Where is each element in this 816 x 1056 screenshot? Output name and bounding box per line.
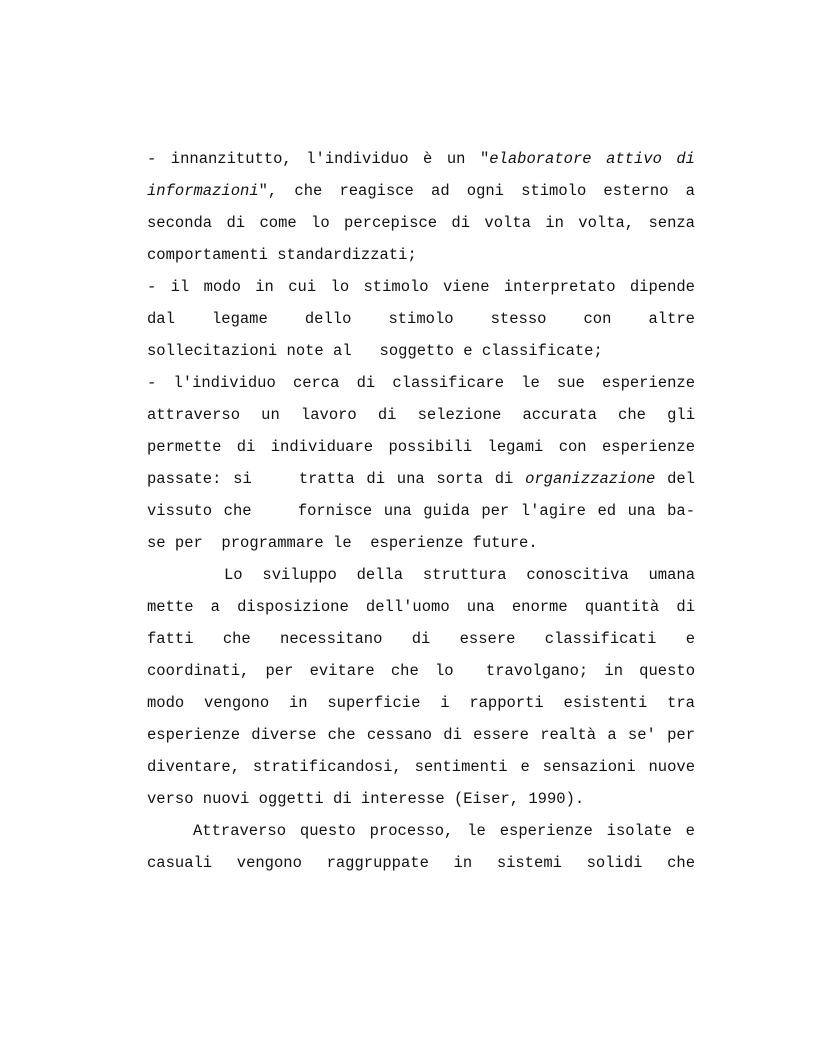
italic-term: informazioni (147, 182, 259, 200)
text-segment: dal legame dello stimolo stesso con altre (147, 310, 695, 328)
text-segment: attraverso un lavoro di selezione accurata che gli (147, 406, 695, 424)
text-line (147, 623, 695, 655)
text-segment: passate: si tratta di una sorta di (147, 470, 526, 488)
italic-term: elaboratore attivo di (489, 150, 695, 168)
text-line (147, 719, 695, 751)
text-segment: permette di individuare possibili legami con esperienze (147, 438, 695, 456)
text-line (147, 431, 695, 463)
body-text (147, 143, 695, 879)
text-segment: ", che reagisce ad ogni stimolo esterno a (258, 182, 695, 200)
text-line (147, 271, 695, 303)
text-segment: vissuto che fornisce una guida per l'agire ed una ba- (147, 502, 695, 520)
text-line (147, 335, 695, 367)
text-line (147, 527, 695, 559)
text-line (147, 591, 695, 623)
text-line (147, 239, 695, 271)
text-line (147, 655, 695, 687)
text-segment: comportamenti standardizzati; (147, 246, 417, 264)
text-segment: Lo sviluppo della struttura conoscitiva umana (224, 566, 695, 584)
text-segment: esperienze diverse che cessano di essere realtà a se' per (147, 726, 695, 744)
text-segment: sollecitazioni note al soggetto e classificate; (147, 342, 603, 360)
text-segment: coordinati, per evitare che lo travolgano; in questo (147, 662, 695, 680)
text-segment: modo vengono in superficie i rapporti esistenti tra (147, 694, 695, 712)
text-line (147, 207, 695, 239)
text-line (147, 751, 695, 783)
text-line (147, 463, 695, 495)
text-line (147, 815, 695, 847)
italic-term: organizzazione (525, 470, 656, 488)
text-segment: verso nuovi oggetti di interesse (Eiser, 1990). (147, 790, 585, 808)
text-line (147, 303, 695, 335)
text-line (147, 143, 695, 175)
text-segment: mette a disposizione dell'uomo una enorme quantità di (147, 598, 695, 616)
text-segment: fatti che necessitano di essere classificati e (147, 630, 695, 648)
text-segment: se per programmare le esperienze future. (147, 534, 538, 552)
text-line (147, 783, 695, 815)
text-line (147, 175, 695, 207)
text-line (147, 367, 695, 399)
text-segment: - innanzitutto, l'individuo è un " (147, 150, 490, 168)
text-segment: - il modo in cui lo stimolo viene interpretato dipende (147, 278, 695, 296)
text-segment: diventare, stratificandosi, sentimenti e sensazioni nuove (147, 758, 695, 776)
text-segment: seconda di come lo percepisce di volta in volta, senza (147, 214, 695, 232)
text-segment: del (655, 470, 695, 488)
text-line (147, 687, 695, 719)
text-line (147, 399, 695, 431)
text-line (147, 495, 695, 527)
text-segment: casuali vengono raggruppate in sistemi solidi che (147, 854, 695, 872)
text-segment: - l'individuo cerca di classificare le sue esperienze (147, 374, 695, 392)
text-segment: Attraverso questo processo, le esperienze isolate e (193, 822, 695, 840)
text-line (147, 559, 695, 591)
text-line (147, 847, 695, 879)
